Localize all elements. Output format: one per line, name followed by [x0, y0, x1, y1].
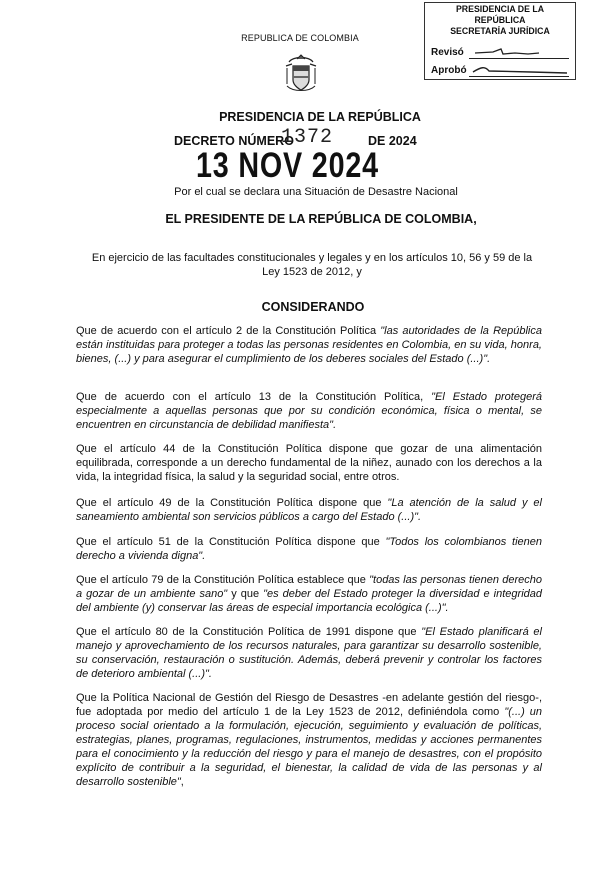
paragraph-4	[76, 496, 542, 524]
paragraph-7	[76, 625, 542, 681]
republica-label: REPUBLICA DE COLOMBIA	[241, 33, 359, 43]
presidencia-heading: PRESIDENCIA DE LA REPÚBLICA	[219, 110, 421, 124]
p3-text: Que el artículo 44 de la Constitución Política dispone que gozar de una alimentación equilibrada, corresponde a un derecho fundamental de la niñez, aunado con los derechos a la vida, la integridad física, la salud y la seguridad social, entre otros.	[76, 443, 542, 483]
p2-quote: "El Estado protegerá especialmente a aquellas personas que por su condición económica, física o mental, se encuentren en circunstancia de debilidad manifiesta".	[76, 391, 542, 431]
decreto-label: DECRETO NÚMERO	[174, 134, 294, 148]
fecha-stamp: 13 NOV 2024	[196, 146, 379, 185]
stamp-line-2: SECRETARÍA JURÍDICA	[450, 26, 550, 37]
decreto-objeto: Por el cual se declara una Situación de Desastre Nacional	[174, 186, 458, 198]
p4-text: Que el artículo 49 de la Constitución Política dispone que	[76, 497, 388, 509]
reviso-signature-icon	[473, 45, 543, 59]
stamp-aprobo: Aprobó	[431, 65, 467, 76]
stamp-reviso: Revisó	[431, 47, 464, 58]
paragraph-1	[76, 324, 542, 366]
decreto-year: DE 2024	[368, 134, 417, 148]
p7-text: Que el artículo 80 de la Constitución Política de 1991 dispone que	[76, 626, 422, 638]
paragraph-2	[76, 390, 542, 432]
p1-quote: "las autoridades de la República están instituidas para proteger a todas las personas residentes en Colombia, en su vida, honra, bienes, (...) y para asegurar el cumplimiento de los deberes sociales del Estado (...)".	[76, 325, 542, 365]
autoridad-heading: EL PRESIDENTE DE LA REPÚBLICA DE COLOMBIA,	[165, 212, 477, 226]
paragraph-8	[76, 691, 542, 789]
considerando-heading: CONSIDERANDO	[261, 300, 365, 314]
p8-text: Que la Política Nacional de Gestión del Riesgo de Desastres -en adelante gestión del riesgo-, fue adoptada por medio del artículo 1 de la Ley 1523 de 2012, definiéndola como	[76, 692, 542, 718]
p5-quote: "Todos los colombianos tienen derecho a vivienda digna".	[76, 536, 542, 562]
p6-quote-2: "es deber del Estado proteger la diversidad e integridad del ambiente (y) conservar las áreas de especial importancia ecológica (...)".	[76, 588, 542, 614]
paragraph-5	[76, 535, 542, 563]
stamp-line-1: PRESIDENCIA DE LA REPÚBLICA	[455, 4, 545, 26]
paragraph-3	[76, 442, 542, 484]
p8-quote: "(...) un proceso social orientado a la formulación, ejecución, seguimiento y evaluación de políticas, estrategias, planes, programas, regulaciones, instrumentos, medidas y acciones permanentes para el conocimiento y la reducción del riesgo y para el manejo de desastres, con el propósito explícito de contribuir a la seguridad, el bienestar, la calidad de vida de las personas y al desarrollo sostenible"	[76, 706, 542, 788]
decreto-numero: 1372	[281, 126, 334, 149]
p1-text: Que de acuerdo con el artículo 2 de la Constitución Política	[76, 325, 381, 337]
p5-text: Que el artículo 51 de la Constitución Política dispone que	[76, 536, 386, 548]
ejercicio-text: En ejercicio de las facultades constitucionales y legales y en los artículos 10, 56 y 59 de la Ley 1523 de 2012, y	[91, 252, 533, 278]
p7-quote: "El Estado planificará el manejo y aprovechamiento de los recursos naturales, para garantizar su desarrollo sostenible, su conservación, restauración o sustitución. Además, deberá prevenir y controlar los factores de deterioro ambiental (...)".	[76, 626, 542, 680]
coat-of-arms-icon	[283, 54, 319, 94]
p6-quote-1: "todas las personas tienen derecho a gozar de un ambiente sano"	[76, 574, 542, 600]
aprobo-signature-icon	[471, 63, 571, 77]
p4-quote: "La atención de la salud y el saneamiento ambiental son servicios públicos a cargo del Estado (...)".	[76, 497, 542, 523]
p6-text: Que el artículo 79 de la Constitución Política establece que	[76, 574, 370, 586]
p2-text: Que de acuerdo con el artículo 13 de la Constitución Política,	[76, 391, 432, 403]
p8-tail: ,	[180, 776, 184, 788]
paragraph-6	[76, 573, 542, 615]
p6-mid: y que	[227, 588, 264, 600]
